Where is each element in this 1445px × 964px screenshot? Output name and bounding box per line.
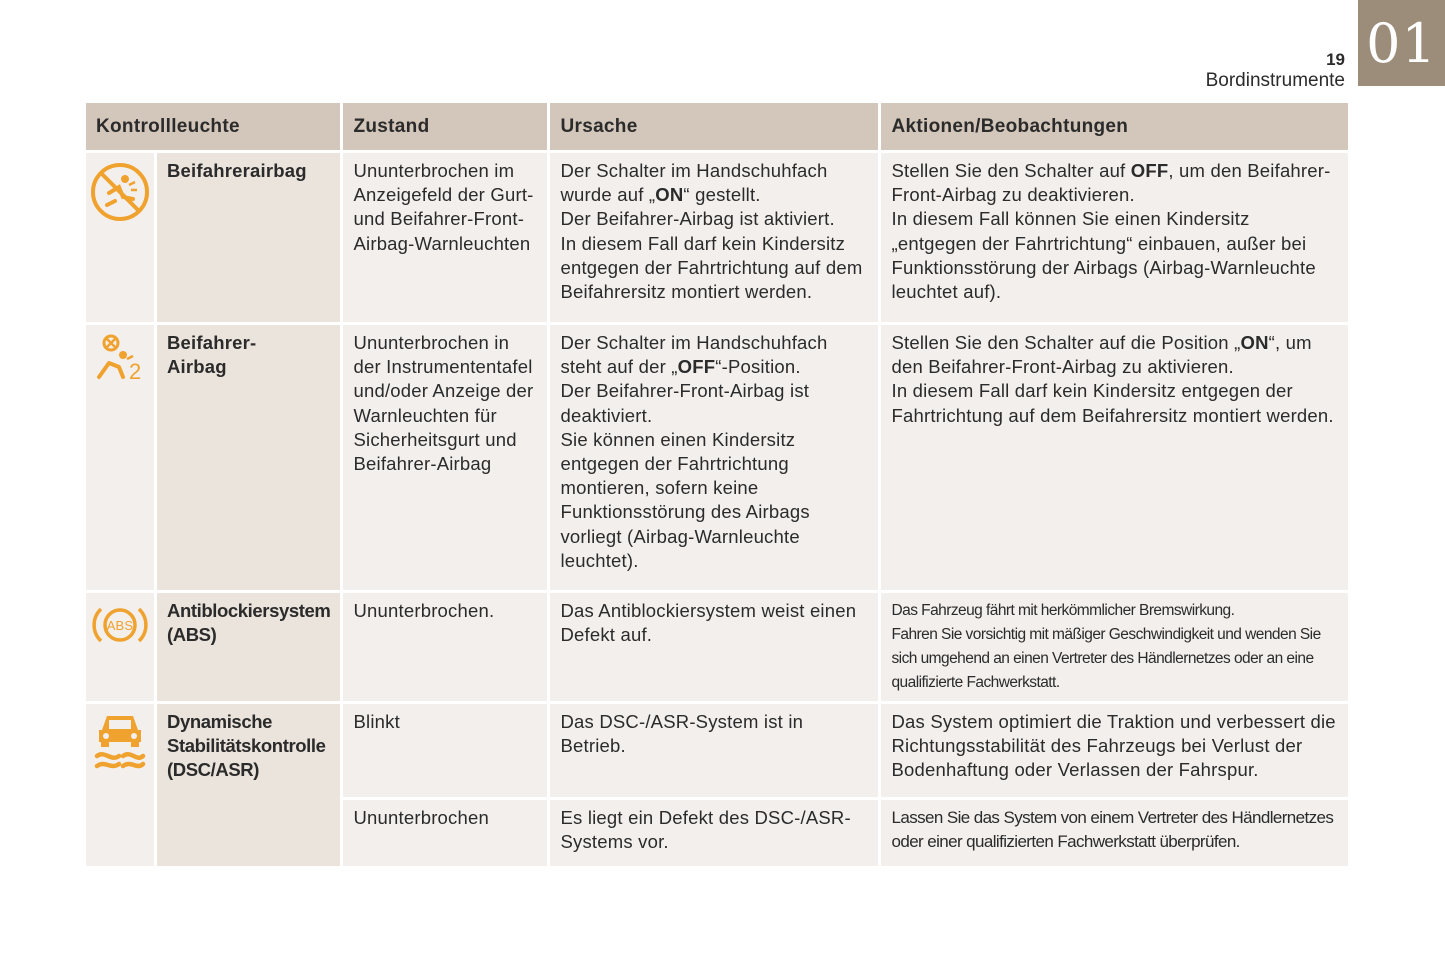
table-row [86,704,1348,797]
section-title: Bordinstrumente [1205,70,1345,91]
column-header: Ursache [550,103,878,150]
table-row [86,593,1348,701]
state-cell: Blinkt [343,704,547,797]
action-cell: Das Fahrzeug fährt mit herkömmlicher Bremswirkung. Fahren Sie vorsichtig mit mäßiger Geschwindigkeit und wenden Sie sich umgehend an einen Vertreter des Händlernetzes oder an eine qualifizierte Fachwerkstatt. [881,593,1348,701]
state-cell: Ununterbrochen in der Instrumententafel und/oder Anzeige der Warnleuchten für Sicherheitsgurt und Beifahrer-Airbag [343,325,547,590]
icon-cell [86,325,154,590]
state-cell: Ununterbrochen. [343,593,547,701]
action-cell: Stellen Sie den Schalter auf OFF, um den Beifahrer-Front-Airbag zu deaktivieren. In diesem Fall können Sie einen Kindersitz „entgegen der Fahrtrichtung“ einbauen, außer bei Funktionsstörung der Airbags (Airbag-Warnleuchte leuchtet auf). [881,153,1348,322]
state-cell: Ununterbrochen im Anzeigefeld der Gurt- und Beifahrer-Front-Airbag-Warnleuchten [343,153,547,322]
cause-cell: Das DSC-/ASR-System ist in Betrieb. [550,704,878,797]
cause-cell: Das Antiblockiersystem weist einen Defekt auf. [550,593,878,701]
warning-name: Beifahrer- Airbag [157,325,340,590]
stability-control-icon [93,712,147,776]
icon-cell [86,153,154,322]
svg-text:ABS: ABS [106,618,134,633]
column-header: Aktionen/Beobachtungen [881,103,1348,150]
table-row [86,153,1348,322]
icon-cell [86,593,154,701]
column-header: Kontrollleuchte [86,103,340,150]
table-row [86,325,1348,590]
svg-text:2: 2 [129,359,142,383]
table-header-row [86,103,1348,150]
passenger-airbag-icon [93,333,147,389]
state-cell: Ununterbrochen [343,800,547,866]
cause-cell: Es liegt ein Defekt des DSC-/ASR-Systems vor. [550,800,878,866]
cause-cell: Der Schalter im Handschuhfach steht auf der „OFF“-Position. Der Beifahrer-Front-Airbag ist deaktiviert. Sie können einen Kindersitz entgegen der Fahrtrichtung montieren, sofern keine Funktionsstörung des Airbags vorliegt (Airbag-Warnleuchte leuchtet). [550,325,878,590]
abs-warning-icon [89,601,151,655]
icon-cell [86,704,154,866]
action-cell: Lassen Sie das System von einem Vertreter des Händlernetzes oder einer qualifizierten Fachwerkstatt überprüfen. [881,800,1348,866]
cause-cell: Der Schalter im Handschuhfach wurde auf „ON“ gestellt. Der Beifahrer-Airbag ist aktiviert. In diesem Fall darf kein Kindersitz entgegen der Fahrtrichtung auf dem Beifahrersitz montiert werden. [550,153,878,322]
action-cell: Das System optimiert die Traktion und verbessert die Richtungsstabilität des Fahrzeugs bei Verlust der Bodenhaftung oder Verlassen der Fahrspur. [881,704,1348,797]
chapter-tab: 01 [1358,0,1445,86]
warning-lights-table [83,100,1351,869]
action-cell: Stellen Sie den Schalter auf die Position „ON“, um den Beifahrer-Front-Airbag zu aktivieren. In diesem Fall darf kein Kindersitz entgegen der Fahrtrichtung auf dem Beifahrersitz montiert werden. [881,325,1348,590]
passenger-airbag-off-icon [89,161,151,229]
warning-name: Antiblockiersystem (ABS) [157,593,340,701]
warning-name: Beifahrerairbag [157,153,340,322]
page-number: 19 [1326,50,1345,69]
column-header: Zustand [343,103,547,150]
warning-name: Dynamische Stabilitätskontrolle (DSC/ASR) [157,704,340,866]
